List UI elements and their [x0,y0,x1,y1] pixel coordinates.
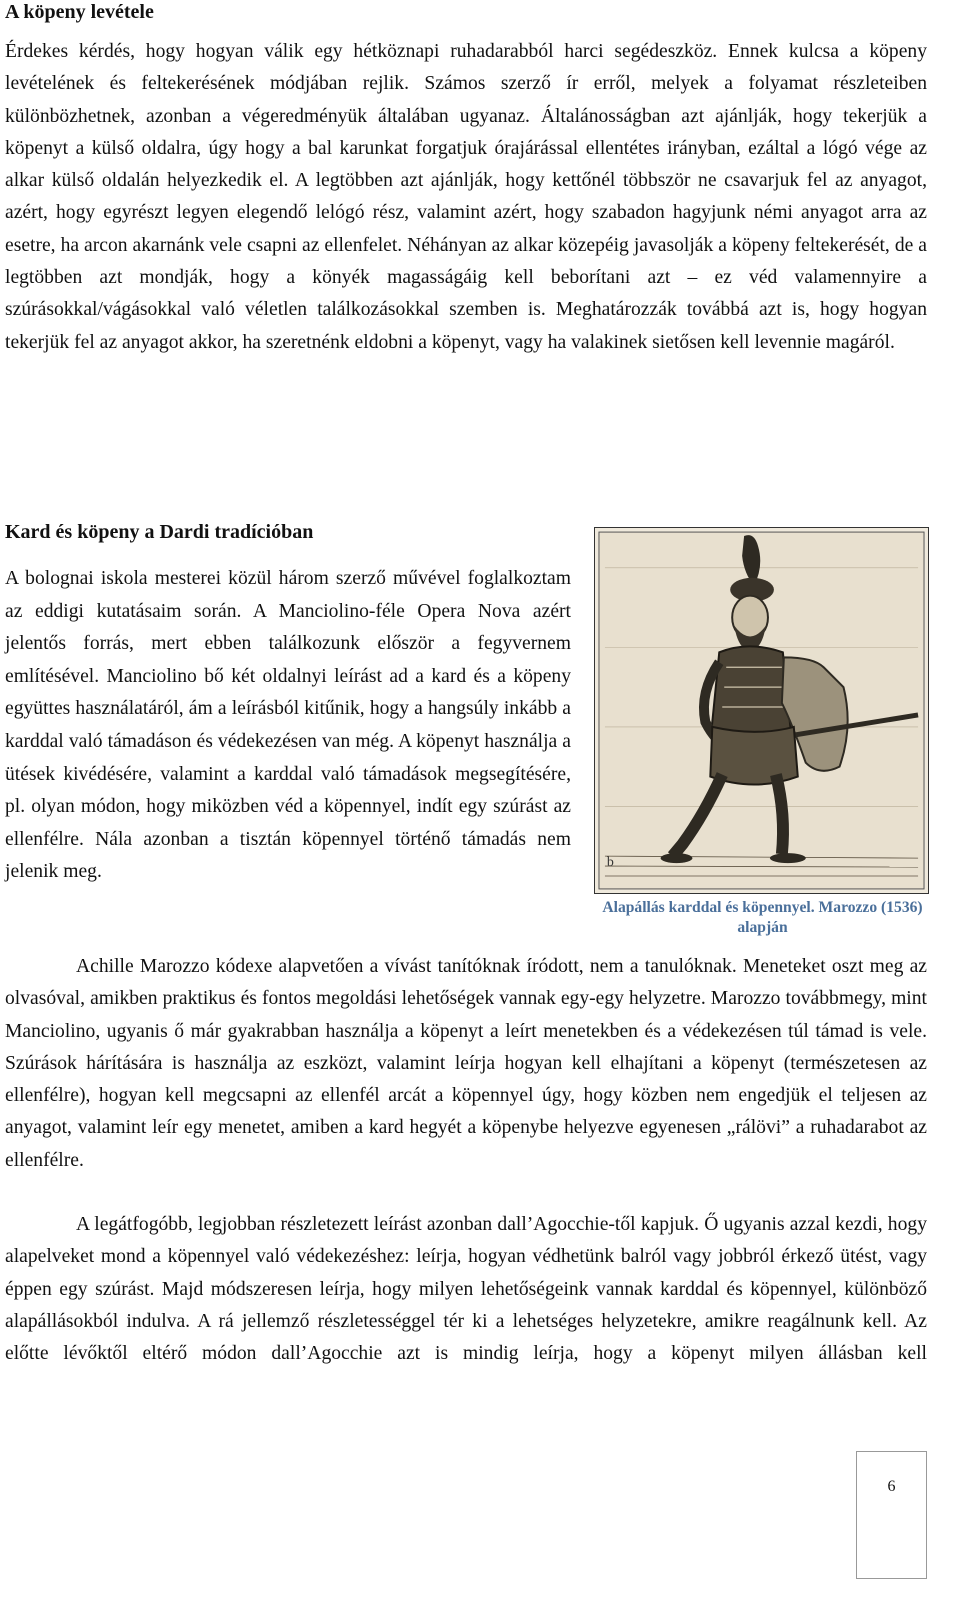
woodcut-swordsman-image [594,527,929,894]
page-number: 6 [887,1478,896,1495]
section-title-cloak-removal: A köpeny levétele [5,1,154,23]
paragraph-bologna-school: A bolognai iskola mesterei közül három szerző művével foglalkoztam az eddigi kutatásaim során. A Manciolino-féle Opera Nova azért jelentős forrás, mert ebben találkozunk először a fegyvernem említésével. Manciolino bő két oldalnyi leírást ad a kard és a köpeny együttes használatáról, ám a leírásból kitűnik, hogy a hangsúly inkább a karddal való támadáson és védekezésen van még. A köpenyt használja a ütések kivédésére, valamint a karddal való támadások megsegítésére, pl. olyan módon, hogy miközben véd a köpennyel, indít egy szúrást az ellenfélre. Nála azonban a tisztán köpennyel történő támadás nem jelenik meg. [5,568,571,883]
page-number-box [856,1451,927,1579]
paragraph-cloak-removal: Érdekes kérdés, hogy hogyan válik egy hétköznapi ruhadarabból harci segédeszköz. Ennek kulcsa a köpeny levételének és feltekerésének módjában rejlik. Számos szerző ír erről, melyek a folyamat részleteiben különbözhetnek, azonban a végeredményük általában ugyanaz. Általánosságban azt ajánlják, hogy tekerjük a köpenyt a külső oldalra, úgy hogy a bal karunkat forgatjuk órajárással ellentétes irányban, ezáltal a lógó vége az alkar külső oldalán helyezkedik el. A legtöbben azt ajánlják, hogy kettőnél többször ne csavarjuk fel az anyagot, azért, hogy egyrészt legyen elegendő lelógó rész, valamint azért, hogy szabadon hagyjunk némi anyagot arra az esetre, ha arcon akarnánk vele csapni az ellenfelet. Néhányan az alkar közepéig javasolják a köpeny feltekerését, de a legtöbben azt mondják, hogy a könyék magasságáig kell beborítani azt – ez véd valamennyire a szúrásokkal/vágásokkal való véletlen találkozásokkal szemben is. Meghatározzák továbbá azt is, hogy hogyan tekerjük fel az anyagot akkor, ha szeretnénk eldobni a köpenyt, vagy ha valakinek sietősen kell levennie magáról. [5,41,927,353]
figure-caption: Alapállás karddal és köpennyel. Marozzo (1536) alapján [602,899,923,936]
figure-letter: b [606,855,614,871]
section-title-sword-and-cloak: Kard és köpeny a Dardi tradícióban [5,521,314,543]
figure-marozzo [594,527,931,952]
swordsman-illustration [595,528,928,893]
paragraph-marozzo: Achille Marozzo kódexe alapvetően a vívást tanítóknak íródott, nem a tanulóknak. Meneteket oszt meg az olvasóval, amikben praktikus és fontos megoldási lehetőségek vannak egy-egy helyzetre. Marozzo továbbmegy, mint Manciolino, ugyanis ő már gyakrabban használja a köpenyt a leírt menetekben és a védekezésen túl támad is vele. Szúrások hárítására is használja az eszközt, valamint leírja hogyan kell elhajítani a köpenyt (természetesen az ellenfélre), hogyan kell megcsapni az ellenfél arcát a köpennyel úgy, hogy közben nem engedjük el teljesen az anyagot, valamint leír egy menetet, amiben a kard hegyét a köpenybe helyezve egyenesen „rálövi” a ruhadarabot az ellenfélre. [5,956,927,1171]
paragraph-dall-agocchie: A legátfogóbb, legjobban részletezett leírást azonban dall’Agocchie-től kapjuk. Ő ugyanis azzal kezdi, hogy alapelveket mond a köpennyel való védekezéshez: leírja, hogyan védhetünk balról vagy jobbról érkező ütést, vagy éppen egy szúrást. Majd módszeresen leírja, hogy milyen lehetőségeink vannak karddal és köpennyel, különböző alapállásokból indulva. A rá jellemző részletességgel tér ki a lehetséges helyzetekre, amikre reagálnunk kell. Az előtte lévőktől eltérő módon dall’Agocchie azt is mindig leírja, hogy a köpenyt milyen állásban kell [5,1214,927,1365]
